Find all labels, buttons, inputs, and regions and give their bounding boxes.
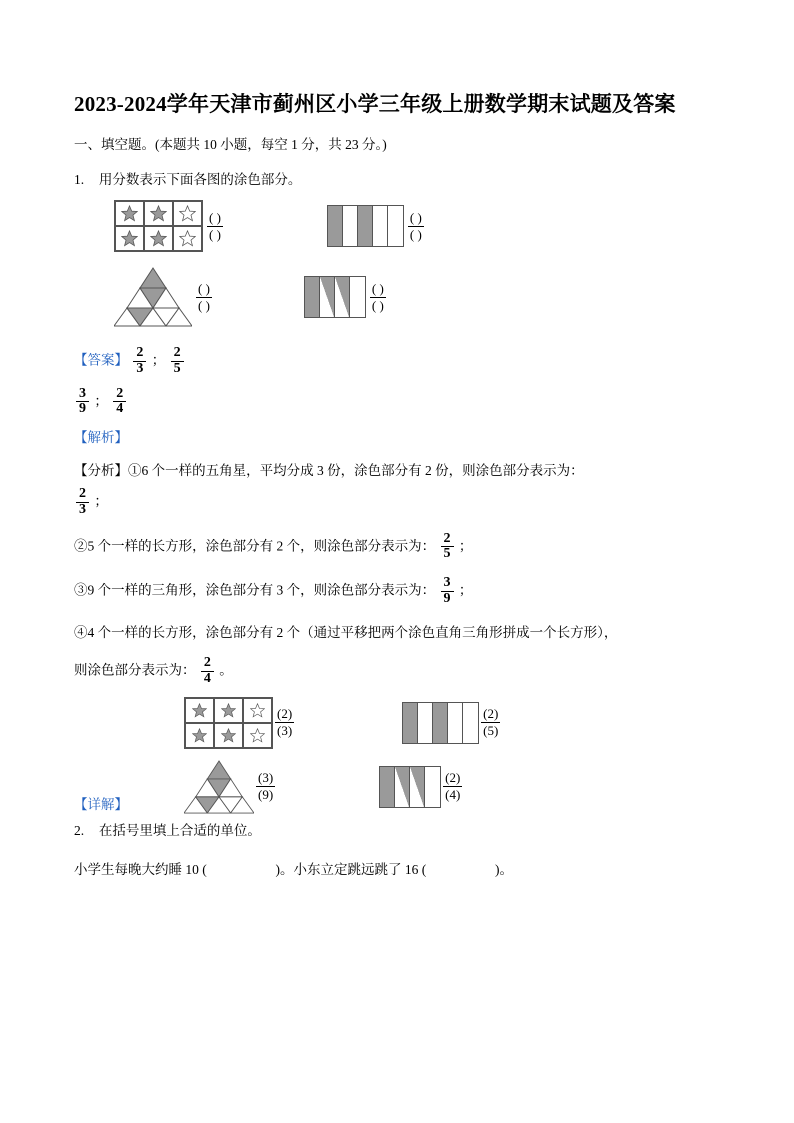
star-cell-filled xyxy=(115,226,144,251)
blank-numerator: ( ) xyxy=(409,209,422,225)
analysis-suffix-1: ； xyxy=(94,493,108,509)
figure-row-2 xyxy=(114,266,720,328)
bar-empty xyxy=(373,206,388,246)
bar-empty xyxy=(463,703,478,743)
question-1-number: 1. xyxy=(74,171,85,187)
detail-figure-bars-5 xyxy=(402,702,500,744)
bar-empty xyxy=(418,703,433,743)
analysis-label: 【解析】 xyxy=(74,430,128,446)
bar-filled xyxy=(358,206,373,246)
star-icon xyxy=(121,205,138,222)
fraction-numerator: 3 xyxy=(443,575,451,591)
stars-grid xyxy=(184,697,273,749)
star-icon xyxy=(250,728,265,743)
question-2-text: 在括号里填上合适的单位。 xyxy=(98,823,261,839)
star-icon xyxy=(192,728,207,743)
fenxi-text-2: ②5 个一样的长方形，涂色部分有 2 个，则涂色部分表示为： xyxy=(74,538,436,554)
triangle-icon xyxy=(114,266,192,328)
bar-filled xyxy=(380,767,395,807)
page-title: 2023-2024学年天津市蓟州区小学三年级上册数学期末试题及答案 xyxy=(74,92,676,116)
detail-figure-triangle xyxy=(184,759,275,815)
fraction-numerator: 2 xyxy=(203,655,211,671)
bar-filled xyxy=(328,206,343,246)
star-cell-filled xyxy=(214,698,243,723)
detail-fraction-3 xyxy=(256,770,275,804)
fenxi-line-4: ④4 个一样的长方形，涂色部分有 2 个（通过平移把两个涂色直角三角形拼成一个长方形）， xyxy=(74,624,618,640)
figure-triangle-9 xyxy=(114,266,212,328)
blank-numerator: ( ) xyxy=(371,280,384,296)
figure-bars-5 xyxy=(327,205,424,247)
detail-figure-stars xyxy=(184,697,294,749)
bar-empty xyxy=(388,206,403,246)
fraction-numerator: 2 xyxy=(443,530,451,546)
fenxi-line-1 xyxy=(74,459,720,483)
triangle-icon xyxy=(184,759,254,815)
triangle-grid xyxy=(114,266,192,328)
analysis-fraction-3 xyxy=(441,576,454,606)
blank-numerator: ( ) xyxy=(198,280,210,296)
star-icon xyxy=(179,230,196,247)
bar-empty xyxy=(425,767,440,807)
detail-figure-bars-4 xyxy=(379,766,462,808)
bar-half-filled xyxy=(410,767,425,807)
fraction-numerator: 3 xyxy=(79,385,86,401)
answer-label: 【答案】 xyxy=(74,352,128,368)
star-cell-filled xyxy=(185,698,214,723)
star-cell-filled xyxy=(185,723,214,748)
answer-fraction-3 xyxy=(76,387,89,417)
fraction-denominator: (5) xyxy=(483,723,499,739)
bar-empty xyxy=(343,206,358,246)
blank-denominator: ( ) xyxy=(409,226,422,242)
figure-row-1 xyxy=(114,200,720,252)
answer-fraction-1 xyxy=(133,346,146,376)
fenxi-text-1: ①6 个一样的五角星，平均分成 3 份，涂色部分有 2 份，则涂色部分表示为： xyxy=(128,462,584,478)
star-cell-filled xyxy=(144,226,173,251)
star-cell-filled xyxy=(115,201,144,226)
star-cell-filled xyxy=(144,201,173,226)
fraction-numerator: (2) xyxy=(277,705,293,721)
star-icon xyxy=(121,230,138,247)
fraction-denominator: 4 xyxy=(201,671,214,687)
star-cell-empty xyxy=(173,201,202,226)
answer-blank-fraction xyxy=(370,281,386,315)
fraction-denominator: (3) xyxy=(277,723,293,739)
bar-filled xyxy=(403,703,418,743)
fenxi-frac-1 xyxy=(74,487,720,517)
fenxi-line-5 xyxy=(74,656,720,686)
star-cell-filled xyxy=(214,723,243,748)
answer-blank-fraction xyxy=(207,210,223,244)
star-icon xyxy=(221,703,236,718)
question-2-body xyxy=(74,858,720,882)
bar-filled xyxy=(305,277,320,317)
detail-fraction-4 xyxy=(443,770,462,804)
star-icon xyxy=(150,230,167,247)
fenxi-line-3 xyxy=(74,576,720,606)
bars-group xyxy=(327,205,404,247)
answer-block-2 xyxy=(74,387,720,417)
bar-empty xyxy=(448,703,463,743)
analysis-fraction-1 xyxy=(76,487,89,517)
question-1-text: 用分数表示下面各图的涂色部分。 xyxy=(98,171,302,187)
bar-half-filled xyxy=(335,277,350,317)
bar-empty xyxy=(350,277,365,317)
fenxi-label: 【分析】 xyxy=(74,462,128,478)
fraction-denominator: (4) xyxy=(445,787,461,803)
analysis-suffix-2: ； xyxy=(458,538,473,554)
answer-blank-fraction xyxy=(196,281,212,315)
bars-group-diagonal xyxy=(379,766,441,808)
answer-blank-fraction xyxy=(408,210,424,244)
fenxi-line-2 xyxy=(74,532,720,562)
detail-label: 【详解】 xyxy=(74,796,128,812)
answer-separator: ； xyxy=(94,393,108,409)
question-2-line xyxy=(74,820,720,842)
fraction-denominator: 9 xyxy=(441,591,454,607)
bars-group xyxy=(402,702,479,744)
analysis-suffix-4: 。 xyxy=(219,662,233,678)
blank-denominator: ( ) xyxy=(371,297,384,313)
fenxi-text-5: 则涂色部分表示为： xyxy=(74,662,196,678)
section-heading: 一、填空题。(本题共 10 小题，每空 1 分，共 23 分。) xyxy=(74,136,387,152)
fraction-denominator: 3 xyxy=(133,361,146,377)
fraction-denominator: 4 xyxy=(113,401,126,417)
star-cell-empty xyxy=(243,698,272,723)
analysis-fraction-4 xyxy=(201,656,214,686)
star-icon xyxy=(221,728,236,743)
answer-fraction-4 xyxy=(113,387,126,417)
fraction-denominator: 3 xyxy=(76,502,89,518)
blank-denominator: ( ) xyxy=(198,297,210,313)
fraction-numerator: 2 xyxy=(173,345,181,361)
question-1-line xyxy=(74,169,720,191)
fraction-numerator: (2) xyxy=(483,705,499,721)
star-cell-empty xyxy=(243,723,272,748)
detail-fraction-1 xyxy=(275,706,294,740)
fraction-numerator: 2 xyxy=(79,486,86,502)
question-2-number: 2. xyxy=(74,823,85,839)
question-2-body-c: )。 xyxy=(495,861,513,877)
bar-filled xyxy=(433,703,448,743)
answer-separator: ； xyxy=(151,352,166,368)
analysis-suffix-3: ； xyxy=(458,582,473,598)
star-cell-empty xyxy=(173,226,202,251)
analysis-fraction-2 xyxy=(441,532,454,562)
fraction-denominator: (9) xyxy=(258,787,274,803)
fraction-numerator: (3) xyxy=(258,769,274,785)
question-2-body-a: 小学生每晚大约睡 10 ( xyxy=(74,861,207,877)
stars-grid xyxy=(114,200,203,252)
fraction-numerator: (2) xyxy=(445,769,461,785)
fraction-numerator: 2 xyxy=(116,385,124,401)
bar-half-filled xyxy=(395,767,410,807)
star-icon xyxy=(179,205,196,222)
fraction-denominator: 5 xyxy=(441,546,454,562)
fraction-numerator: 2 xyxy=(136,345,144,361)
figure-stars xyxy=(114,200,223,252)
bars-group-diagonal xyxy=(304,276,366,318)
answer-fraction-2 xyxy=(171,346,184,376)
fenxi-text-3: ③9 个一样的三角形，涂色部分有 3 个，则涂色部分表示为： xyxy=(74,582,436,598)
figure-bars-4-diagonal xyxy=(304,276,386,318)
question-2-body-b: )。小东立定跳远跳了 16 ( xyxy=(275,861,427,877)
bar-half-filled xyxy=(320,277,335,317)
triangle-grid xyxy=(184,759,254,815)
answer-block xyxy=(74,346,720,376)
star-icon xyxy=(250,703,265,718)
blank-denominator: ( ) xyxy=(209,226,221,242)
detail-figure-row-1 xyxy=(184,697,720,749)
fraction-denominator: 9 xyxy=(76,401,89,417)
detail-fraction-2 xyxy=(481,706,500,740)
blank-numerator: ( ) xyxy=(209,209,221,225)
fraction-denominator: 5 xyxy=(171,361,184,377)
star-icon xyxy=(192,703,207,718)
star-icon xyxy=(150,205,167,222)
